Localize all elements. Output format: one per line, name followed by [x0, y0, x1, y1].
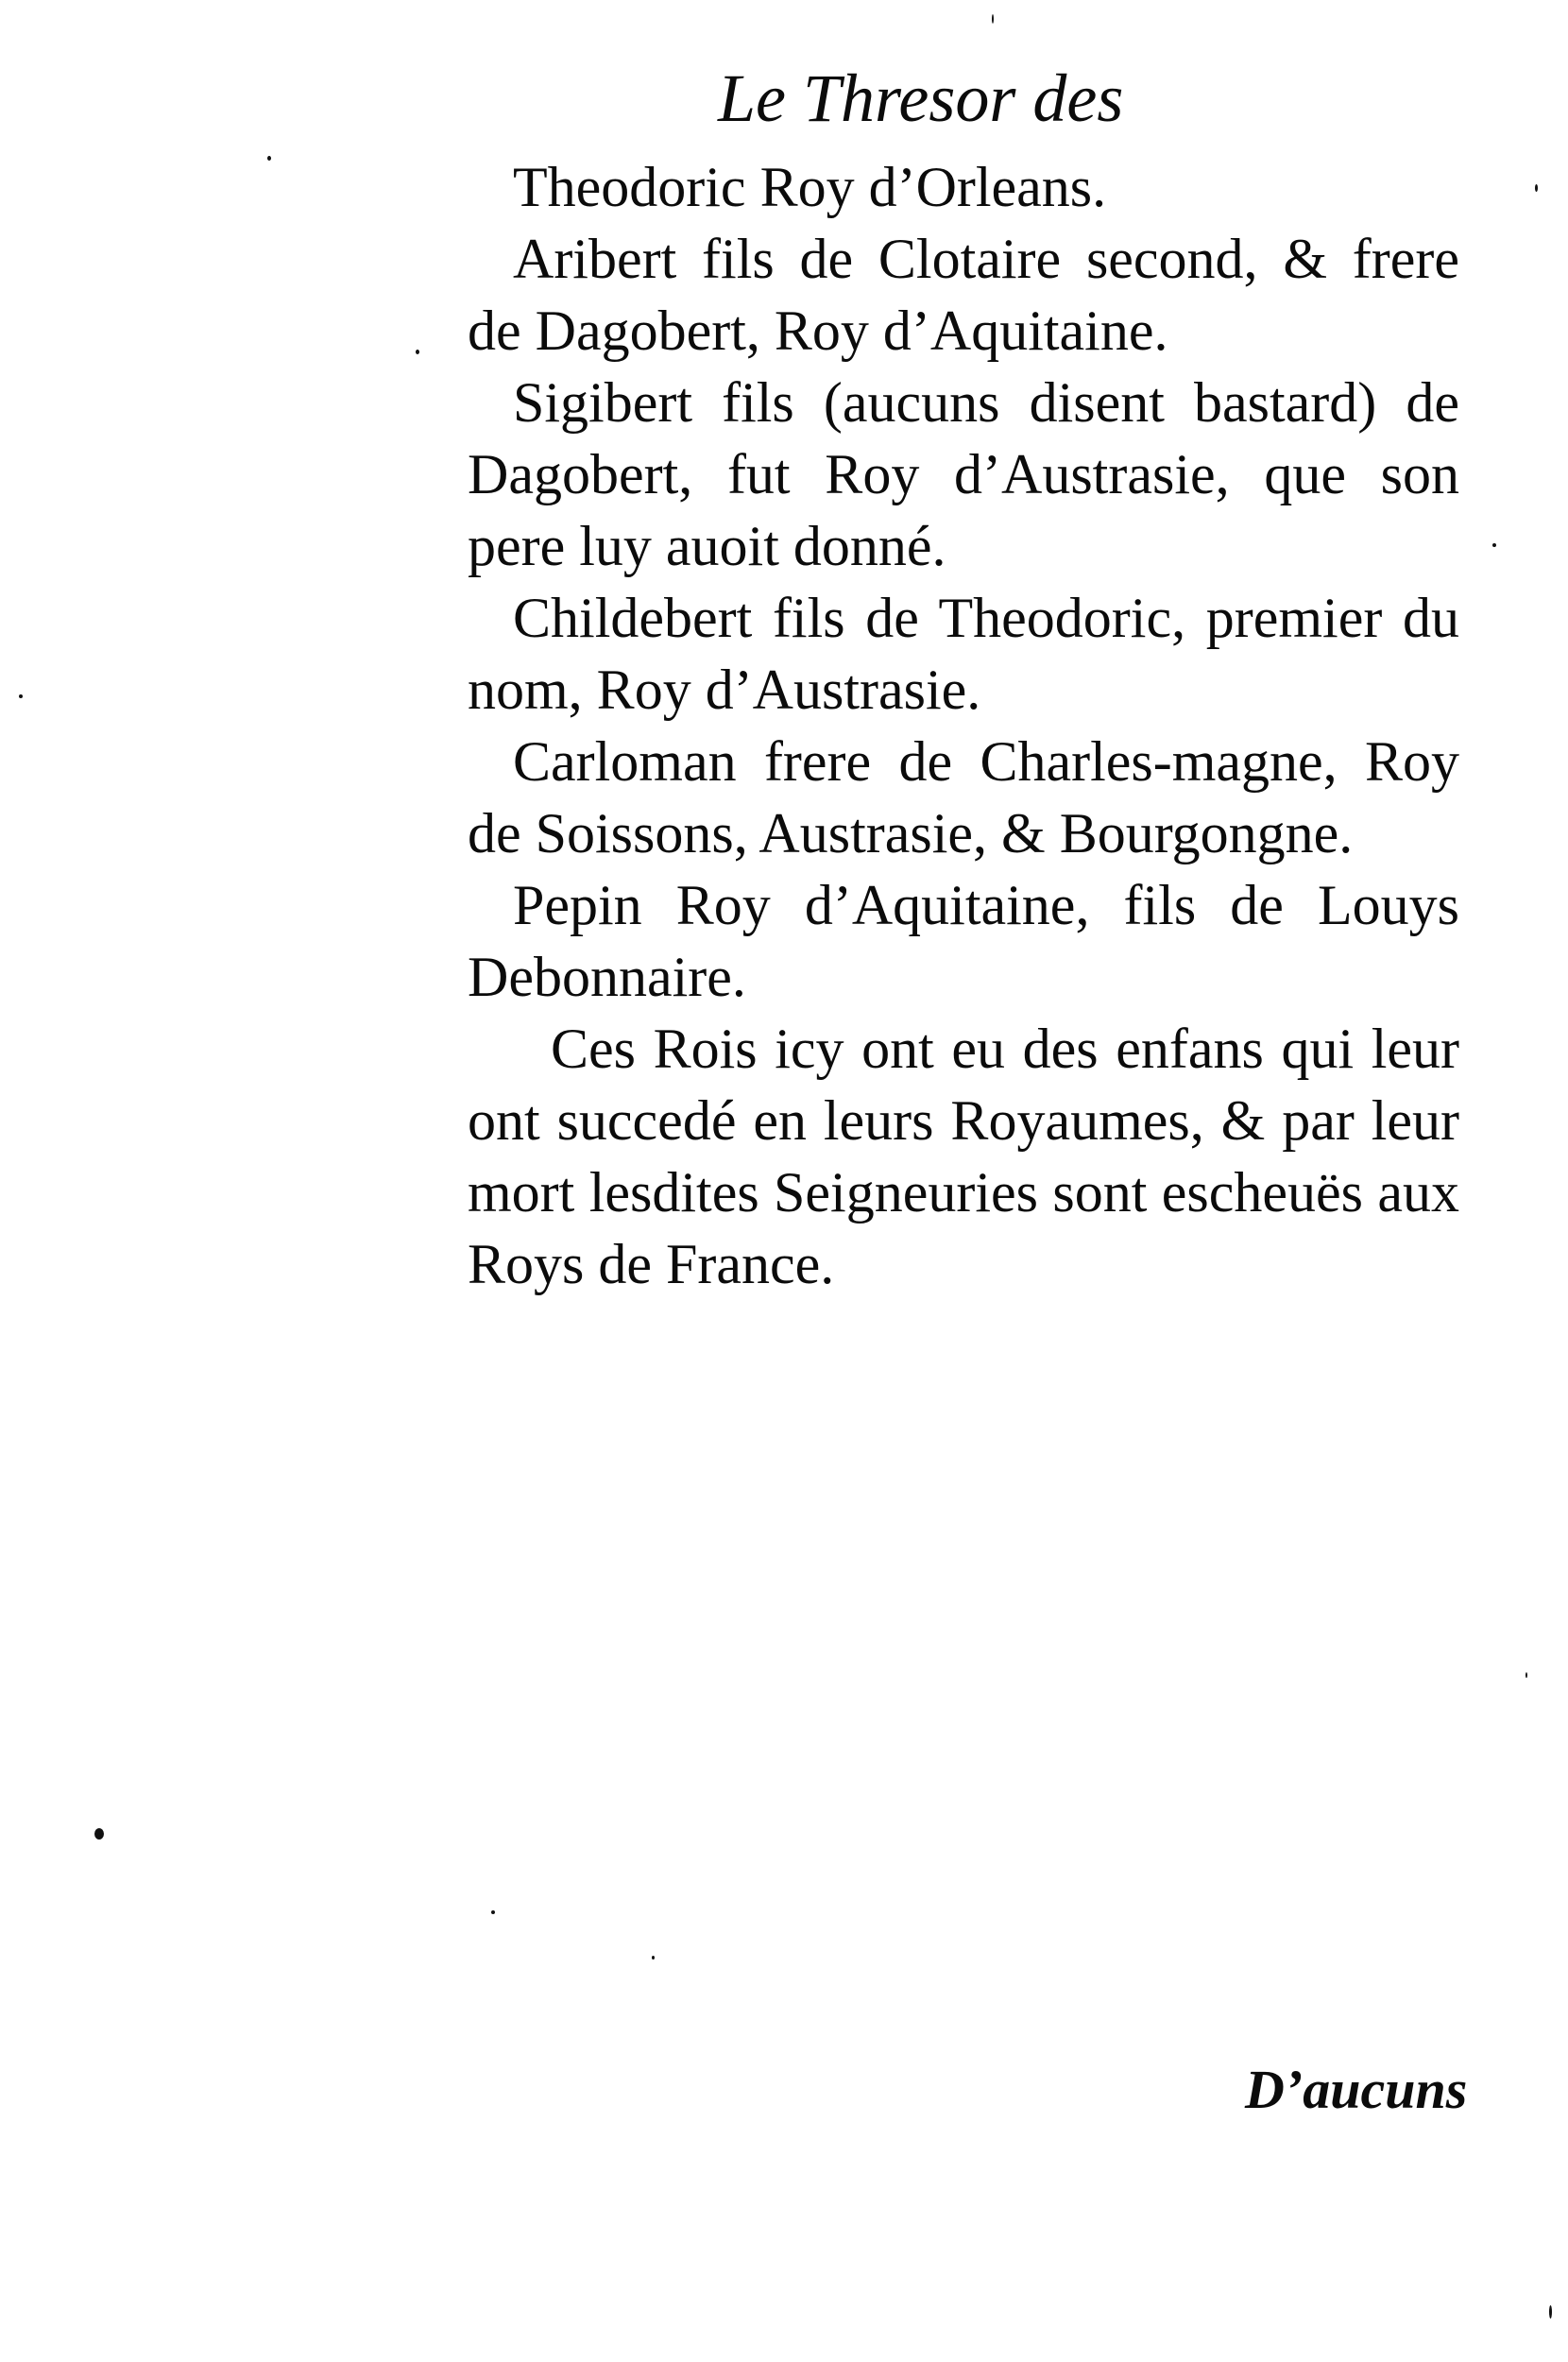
- paragraph-carloman: Carloman frere de Charles-magne, Roy de Soissons, Austrasie, & Bourgongne.: [468, 730, 1459, 864]
- paragraph-conclusion: Ces Rois icy ont eu des enfans qui leur ont succedé en leurs Royaumes, & par leur mort lesdites Seigneuries sont escheuës aux Roys de France.: [468, 1018, 1459, 1295]
- paragraph-pepin: Pepin Roy d’Aquitaine, fils de Louys Debonnaire.: [468, 874, 1459, 1008]
- ink-speck: [1549, 2305, 1552, 2319]
- running-head: Le Thresor des: [718, 60, 1124, 136]
- ink-speck: [416, 350, 419, 354]
- ink-speck: [1535, 184, 1538, 192]
- paragraph-theodoric: Theodoric Roy d’Orleans.: [513, 156, 1107, 218]
- paragraph-sigibert: Sigibert fils (aucuns disent bastard) de Dagobert, fut Roy d’Austrasie, que son pere luy auoit donné.: [468, 371, 1459, 577]
- ink-speck: [267, 156, 271, 161]
- catchword: D’aucuns: [1245, 2059, 1468, 2120]
- ink-speck: [94, 1828, 104, 1840]
- body-text: [468, 151, 1459, 1300]
- paragraph-aribert: Aribert fils de Clotaire second, & frere de Dagobert, Roy d’Aquitaine.: [468, 228, 1459, 362]
- ink-speck: [652, 1956, 655, 1960]
- ink-speck: [19, 694, 23, 698]
- paragraph-childebert: Childebert fils de Theodoric, premier du nom, Roy d’Austrasie.: [468, 587, 1459, 721]
- ink-speck: [1525, 1672, 1527, 1678]
- ink-speck: [1492, 543, 1496, 547]
- ink-speck: [992, 14, 994, 24]
- ink-speck: [491, 1910, 495, 1914]
